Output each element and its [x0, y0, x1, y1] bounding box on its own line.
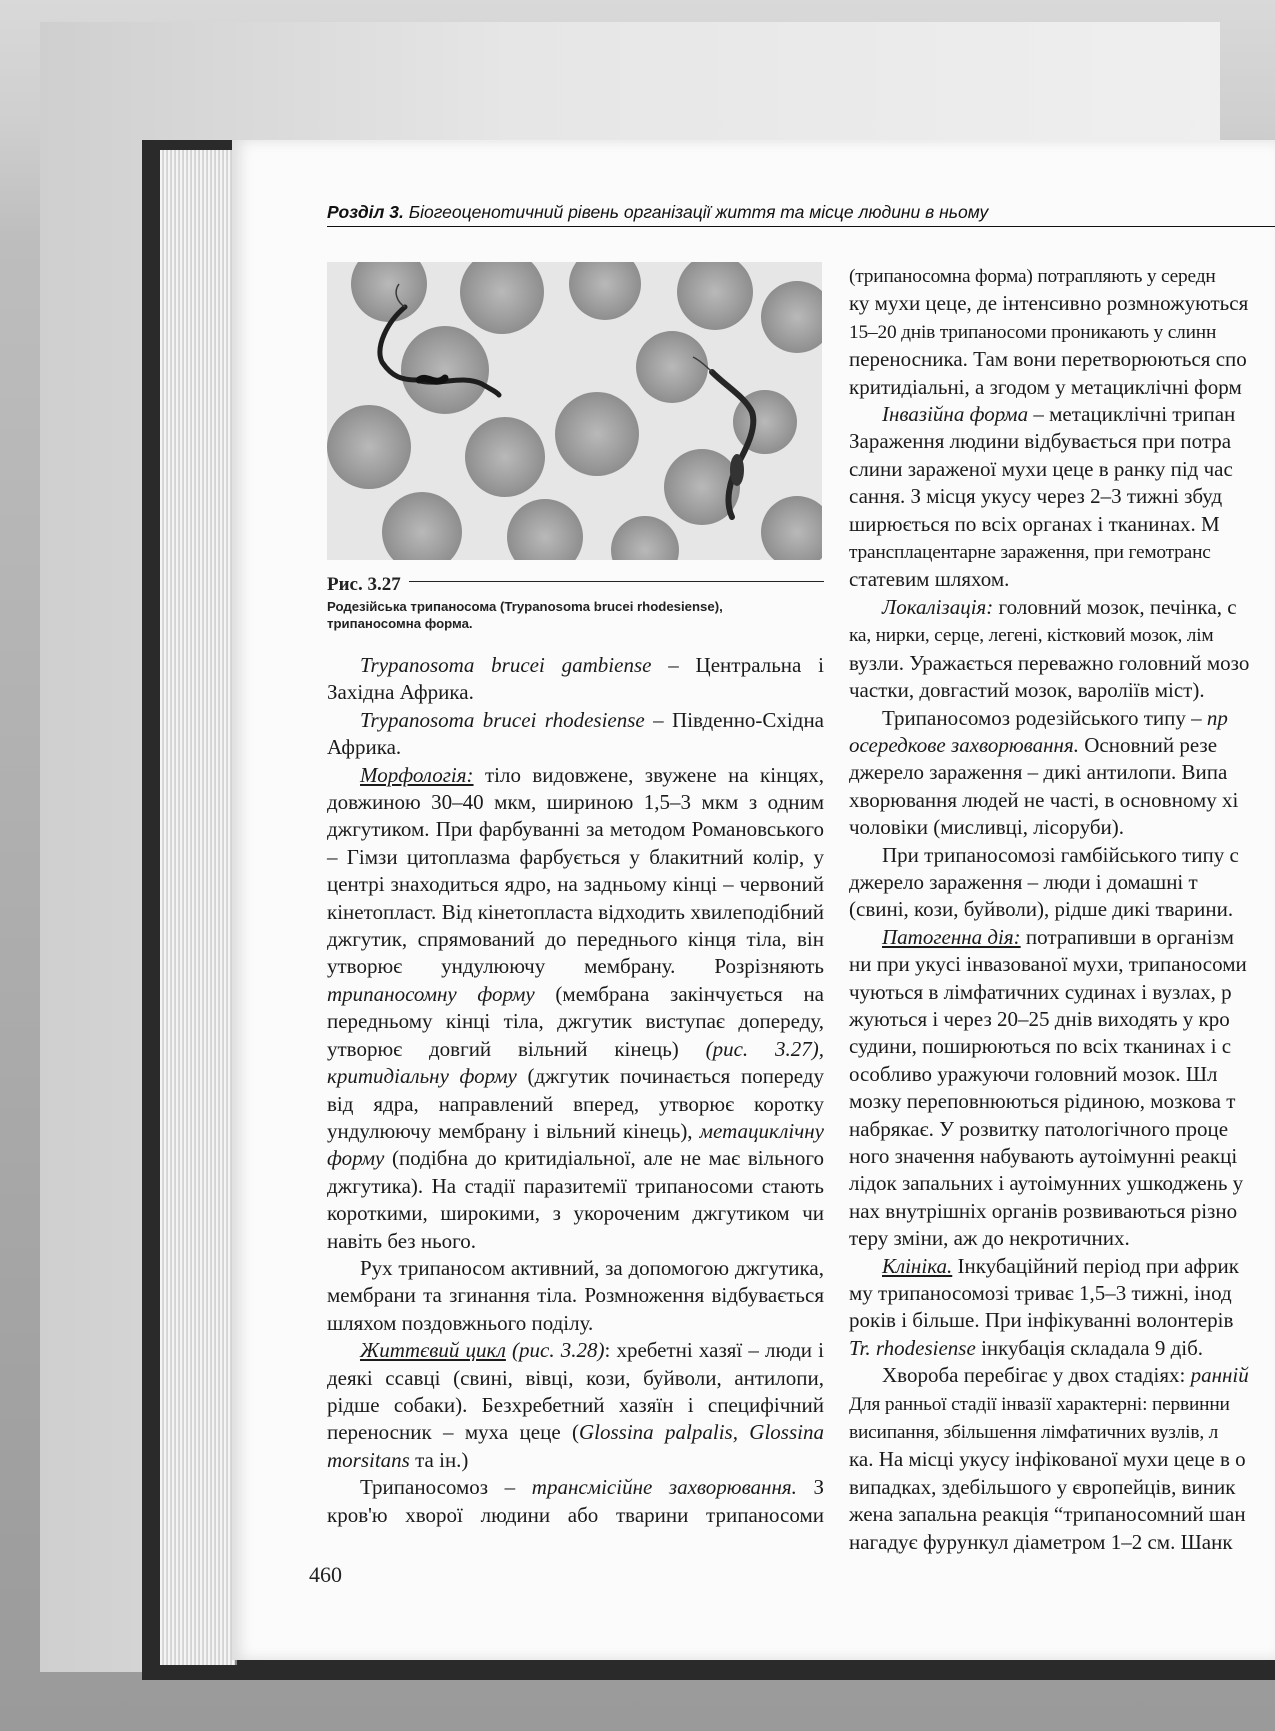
right-column-line	[849, 842, 1275, 869]
styled-text: (рис. 3.28)	[505, 1338, 605, 1363]
text-run: жена запальна реакція “трипаносомний шан	[849, 1502, 1246, 1527]
text-run: чуються в лімфатичних судинах і вузлах, р	[849, 979, 1232, 1004]
right-column-line	[849, 538, 1275, 566]
right-column-line	[849, 814, 1275, 841]
left-column	[327, 652, 824, 1529]
caption-line-2: трипаносомна форма.	[327, 616, 473, 631]
text-run: слини зараженої мухи цеце в ранку під час	[849, 456, 1233, 481]
right-column-line	[849, 1006, 1275, 1033]
caption-rule	[409, 581, 824, 582]
right-column-line	[849, 1307, 1275, 1334]
text-run: судини, поширюються по всіх тканинах і с	[849, 1034, 1232, 1059]
right-column-line	[849, 401, 1275, 428]
right-column-line	[849, 511, 1275, 538]
figure-caption	[327, 574, 824, 632]
right-column-line	[849, 621, 1275, 649]
text-run: мозку переповнюються рідиною, мозкова т	[849, 1089, 1236, 1114]
styled-text: Trypanosoma brucei rhodesiense	[360, 707, 645, 732]
text-run: головний мозок, печінка, с	[993, 594, 1237, 619]
text-run: критидіальні, а згодом у метациклічні форм	[849, 374, 1242, 399]
text-run: (трипаносомна форма) потрапляють у середн	[849, 266, 1216, 287]
styled-text: Клініка.	[882, 1253, 953, 1278]
right-column-line	[849, 1474, 1275, 1501]
styled-text: Tr. rhodesiense	[849, 1335, 976, 1360]
styled-text: трипаносомну форму	[327, 981, 535, 1006]
styled-text: ранній	[1190, 1363, 1249, 1388]
text-run: Рух трипаносом активний, за допомогою джгутика, мембрани та згинання тіла. Розмноження відбувається шляхом поздовжнього поділу.	[327, 1255, 824, 1335]
text-run: ширюється по всіх органах і тканинах. М	[849, 511, 1220, 536]
figure-number: Рис. 3.27	[327, 574, 401, 595]
text-run: З кров'ю хворої людини або тварини трипаносоми	[327, 1475, 825, 1527]
caption-line-1: Родезійська трипаносома (Trypanosoma brucei rhodesiense),	[327, 599, 723, 614]
paragraph-gambiense	[327, 652, 824, 707]
running-head-title: Біогеоценотичний рівень організації життя та місце людини в ньому	[408, 202, 989, 222]
right-column-line	[849, 1116, 1275, 1143]
styled-text: Інвазійна форма	[882, 402, 1029, 427]
right-column-line	[849, 1033, 1275, 1060]
text-run: (свині, кози, буйволи), рідше дикі тварини.	[849, 897, 1234, 922]
styled-text: осередкове захворювання.	[849, 732, 1079, 757]
text-run: 15–20 днів трипаносоми проникають у слинн	[849, 321, 1217, 343]
text-run: (джгутик починається попереду від ядра, направлений вперед, утворює коротку ундулюючу мембрану і вільний кінець),	[327, 1064, 824, 1143]
text-run: хворювання людей не часті, в основному хі	[849, 787, 1239, 812]
right-column-line	[849, 951, 1275, 978]
right-column-line	[849, 456, 1275, 483]
styled-text: Glossina palpalis, Glossina morsitans	[327, 1420, 824, 1472]
text-run: : хребетні хазяї – люди і деякі ссавці (свині, вівці, кози, буйволи, антилопи, рідше собаки). Безхребетний хазяїн і специфічний переносник – муха цеце (	[327, 1338, 825, 1445]
right-column-line	[849, 318, 1275, 346]
right-column-line	[849, 428, 1275, 455]
right-column-line	[849, 1418, 1275, 1446]
right-column-line	[849, 732, 1275, 759]
right-column-line	[849, 650, 1275, 677]
right-column-line	[849, 1446, 1275, 1473]
text-run: ка, нирки, серце, легені, кістковий мозок, лім	[849, 625, 1214, 647]
right-column-line	[849, 1170, 1275, 1197]
paragraph-morphology	[327, 762, 824, 1255]
right-column-line	[849, 1390, 1275, 1418]
text-run: Для ранньої стадії інвазії характерні: первинни	[849, 1393, 1230, 1415]
text-run: та ін.)	[409, 1447, 469, 1472]
text-run: – Центральна і Західна Африка.	[327, 653, 824, 705]
right-column-line	[849, 759, 1275, 786]
right-column-line	[849, 677, 1275, 704]
running-head	[327, 202, 1275, 227]
text-run: му трипаносомозі триває 1,5–3 тижні, інод	[849, 1281, 1232, 1306]
text-run: При трипаносомозі гамбійського типу с	[882, 842, 1239, 867]
text-run: теру зміни, аж до некротичних.	[849, 1226, 1130, 1251]
text-run: (мембрана закінчується на передньому кінці тіла, джгутик виступає допереду, утворює довгий вільний кінець)	[327, 981, 824, 1061]
right-column-line	[849, 346, 1275, 373]
paragraph-transmission	[327, 1474, 824, 1529]
trypanosome-micrograph	[327, 262, 822, 560]
text-run: жуються і через 20–25 днів виходять у кро	[849, 1006, 1230, 1031]
text-run: сання. З місця укусу через 2–3 тижні збуд	[849, 484, 1223, 509]
text-run: Інкубаційний період при африк	[952, 1253, 1239, 1278]
right-column-line	[849, 1501, 1275, 1528]
text-run: джерело зараження – люди і домашні т	[849, 869, 1198, 894]
text-run: нах внутрішніх органів розвиваються різно	[849, 1198, 1238, 1223]
text-run: переносника. Там вони перетворюються спо	[849, 347, 1247, 372]
text-run: (подібна до критидіальної, але не має вільного джгутика). На стадії паразитемії трипаносоми стають короткими, широкими, з укороченим джгутиком чи навіть без нього.	[327, 1146, 824, 1253]
text-run: нагадує фурункул діаметром 1–2 см. Шанк	[849, 1529, 1233, 1554]
text-run: Хвороба перебігає у двох стадіях:	[882, 1363, 1191, 1388]
text-run: набрякає. У розвитку патологічного проце	[849, 1116, 1229, 1141]
text-run: потрапивши в організм	[1020, 924, 1234, 949]
text-run: випадках, здебільшого у європейців, виник	[849, 1474, 1236, 1499]
text-run: особливо уражуючи головний мозок. Шл	[849, 1061, 1218, 1086]
right-column-line	[849, 290, 1275, 317]
right-column-line	[849, 1253, 1275, 1280]
text-run: ку мухи цеце, де інтенсивно розмножуються	[849, 291, 1249, 316]
text-run: Трипаносомоз родезійського типу –	[882, 705, 1207, 730]
page-number: 460	[309, 1562, 342, 1587]
right-column	[849, 262, 1275, 1556]
right-column-line	[849, 1225, 1275, 1252]
text-run: частки, довгастий мозок, вароліїв міст).	[849, 678, 1205, 703]
right-column-line	[849, 1362, 1275, 1389]
running-head-chapter: Розділ 3.	[327, 202, 404, 222]
text-run: джерело зараження – дикі антилопи. Випа	[849, 760, 1228, 785]
book-page	[232, 140, 1275, 1660]
text-run: трансплацентарне зараження, при гемотранс	[849, 542, 1211, 564]
right-column-line	[849, 1198, 1275, 1225]
right-column-line	[849, 1143, 1275, 1170]
paragraph-movement	[327, 1255, 824, 1337]
styled-text: Локалізація:	[882, 594, 994, 619]
text-run: тіло видовжене, звужене на кінцях, довжиною 30–40 мкм, шириною 1,5–3 мкм з одним джгутиком. При фарбуванні за методом Романовського – Гімзи цитоплазма фарбується у блакитний колір, у центрі знаходиться ядро, на задньому кінці – червоний кінетопласт. Від кінетопласта відходить хвилеподібний джгутик, спрямований до переднього кінця тіла, він утворює ундулюючу мембрану. Розрізняють	[327, 762, 824, 979]
text-run: чоловіки (мисливці, лісоруби).	[849, 815, 1124, 840]
text-run: інкубація складала 9 діб.	[975, 1335, 1204, 1360]
right-column-line	[849, 896, 1275, 923]
text-run: – метациклічні трипан	[1028, 402, 1236, 427]
figure-description	[327, 598, 824, 632]
right-column-line	[849, 924, 1275, 951]
micrograph-figure	[327, 262, 822, 560]
right-column-line	[849, 1088, 1275, 1115]
text-run: – Південно-Східна Африка.	[327, 707, 825, 760]
paragraph-rhodesiense	[327, 707, 824, 762]
text-run: ни при укусі інвазованої мухи, трипаносоми	[849, 952, 1247, 977]
text-run: ка. На місці укусу інфікованої мухи цеце в о	[849, 1447, 1246, 1472]
right-column-line	[849, 979, 1275, 1006]
text-run: Основний резе	[1078, 732, 1218, 757]
right-column-line	[849, 483, 1275, 510]
styled-text: Патогенна дія:	[882, 924, 1021, 949]
right-column-line	[849, 787, 1275, 814]
text-run: ного значення набувають аутоімунні реакці	[849, 1144, 1238, 1168]
right-column-line	[849, 1529, 1275, 1556]
styled-text: метациклічну форму	[327, 1118, 824, 1171]
right-column-line	[849, 594, 1275, 621]
text-run: висипання, збільшення лімфатичних вузлів, л	[849, 1422, 1219, 1444]
text-run: статевим шляхом.	[849, 567, 1010, 592]
text-run: років і більше. При інфікуванні волонтерів	[849, 1308, 1234, 1333]
page-edges	[160, 150, 237, 1665]
right-column-line	[849, 1061, 1275, 1088]
text-run: Зараження людини відбувається при потра	[849, 429, 1232, 454]
right-column-line	[849, 705, 1275, 732]
styled-text: трансмісійне захворювання.	[531, 1475, 797, 1500]
right-column-line	[849, 374, 1275, 401]
right-column-line	[849, 1280, 1275, 1307]
right-column-line	[849, 1335, 1275, 1362]
right-column-line	[849, 869, 1275, 896]
styled-text: Trypanosoma brucei gambiense	[360, 653, 652, 677]
styled-text: Життєвий цикл	[360, 1338, 506, 1363]
text-run: лідок запальних і аутоімунних ушкоджень у	[849, 1171, 1244, 1196]
styled-text: пр	[1206, 705, 1228, 730]
styled-text: Морфологія:	[360, 762, 474, 787]
text-run: вузли. Уражається переважно головний мозо	[849, 650, 1250, 675]
right-column-line	[849, 262, 1275, 290]
text-run: Трипаносомоз –	[360, 1475, 532, 1500]
styled-text: (рис. 3.27), критидіальну форму	[327, 1036, 824, 1089]
paragraph-life-cycle	[327, 1337, 824, 1474]
right-column-line	[849, 566, 1275, 593]
